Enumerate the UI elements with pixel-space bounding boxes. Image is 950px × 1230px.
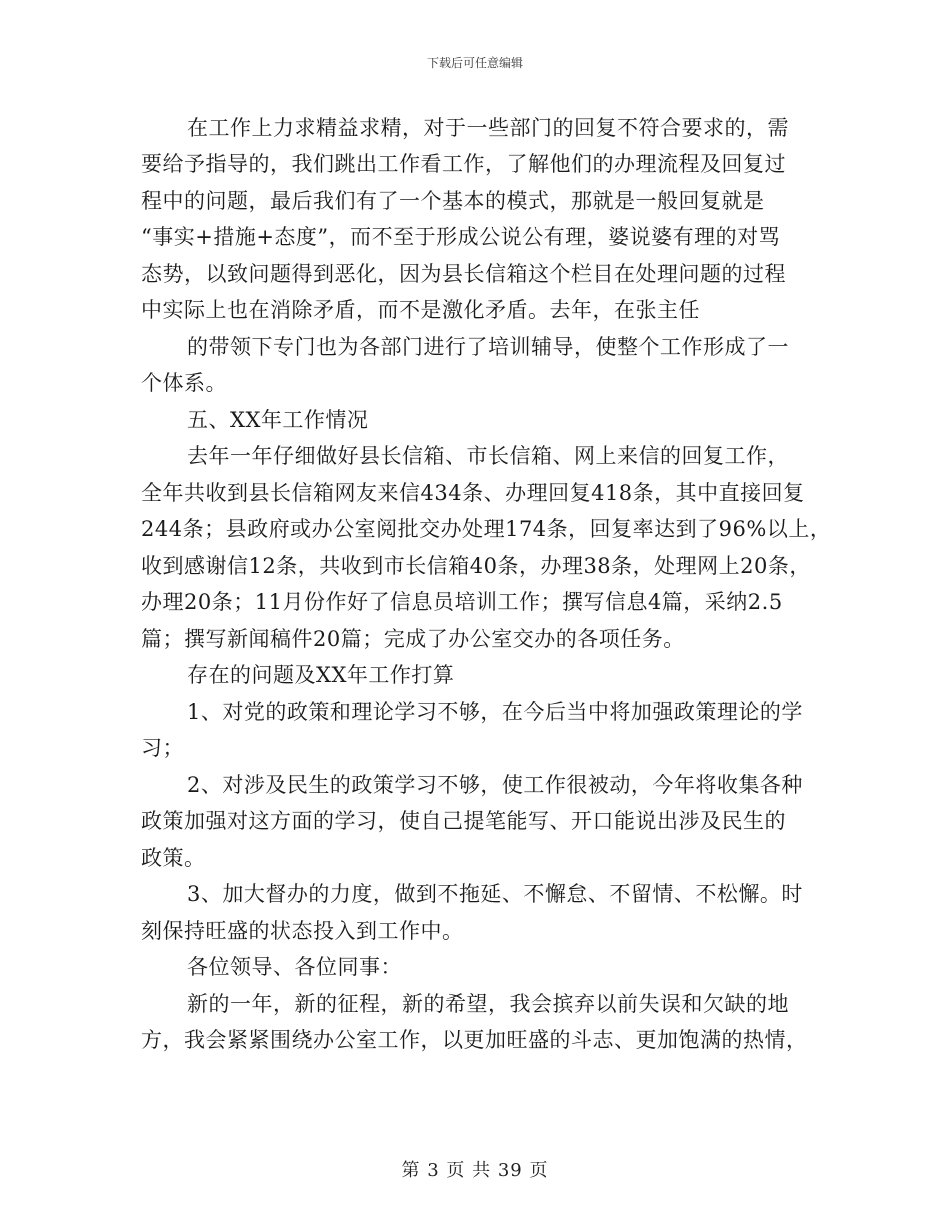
text-line: 方，我会紧紧围绕办公室工作，以更加旺盛的斗志、更加饱满的热情， xyxy=(141,1028,808,1052)
page-number: 第 3 页 共 39 页 xyxy=(401,1160,549,1181)
text-line: 去年一年仔细做好县长信箱、市长信箱、网上来信的回复工作， xyxy=(187,444,789,468)
text-line: 1、对党的政策和理论学习不够，在今后当中将加强政策理论的学 xyxy=(187,700,803,724)
text-line: “事实+措施+态度”，而不至于形成公说公有理，婆说婆有理的对骂 xyxy=(141,225,781,249)
text-line: 中实际上也在消除矛盾，而不是激化矛盾。去年，在张主任 xyxy=(141,298,700,322)
section-heading: 存在的问题及XX年工作打算 xyxy=(187,663,455,687)
text-line: 3、加大督办的力度，做到不拖延、不懈怠、不留情、不松懈。时 xyxy=(187,882,803,906)
text-line: 办理20条；11月份作好了信息员培训工作；撰写信息4篇，采纳2.5 xyxy=(141,590,783,614)
text-line: 的带领下专门也为各部门进行了培训辅导，使整个工作形成了一 xyxy=(187,335,789,359)
text-line: 新的一年，新的征程，新的希望，我会摈弃以前失误和欠缺的地 xyxy=(187,992,789,1016)
text-line: 2、对涉及民生的政策学习不够，使工作很被动，今年将收集各种 xyxy=(187,773,803,797)
text-line: 政策。 xyxy=(141,846,206,870)
text-line: 各位领导、各位同事： xyxy=(187,955,402,979)
text-line: 篇；撰写新闻稿件20篇；完成了办公室交办的各项任务。 xyxy=(141,627,685,651)
text-line: 收到感谢信12条，共收到市长信箱40条，办理38条，处理网上20条， xyxy=(141,554,811,578)
text-line: 政策加强对这方面的学习，使自己提笔能写、开口能说出涉及民生的 xyxy=(141,809,786,833)
text-line: 要给予指导的，我们跳出工作看工作，了解他们的办理流程及回复过 xyxy=(141,152,786,176)
text-line: 刻保持旺盛的状态投入到工作中。 xyxy=(141,919,464,943)
text-line: 在工作上力求精益求精，对于一些部门的回复不符合要求的，需 xyxy=(187,116,789,140)
text-line: 244条；县政府或办公室阅批交办处理174条，回复率达到了96%以上， xyxy=(141,517,832,541)
text-line: 全年共收到县长信箱网友来信434条、办理回复418条，其中直接回复 xyxy=(141,481,805,505)
text-line: 习； xyxy=(141,736,184,760)
text-line: 个体系。 xyxy=(141,371,227,395)
text-line: 程中的问题，最后我们有了一个基本的模式，那就是一般回复就是 xyxy=(141,189,765,213)
section-heading: 五、XX年工作情况 xyxy=(187,408,369,432)
text-line: 态势，以致问题得到恶化，因为县长信箱这个栏目在处理问题的过程 xyxy=(141,262,786,286)
page-header: 下载后可任意编辑 xyxy=(426,56,523,70)
